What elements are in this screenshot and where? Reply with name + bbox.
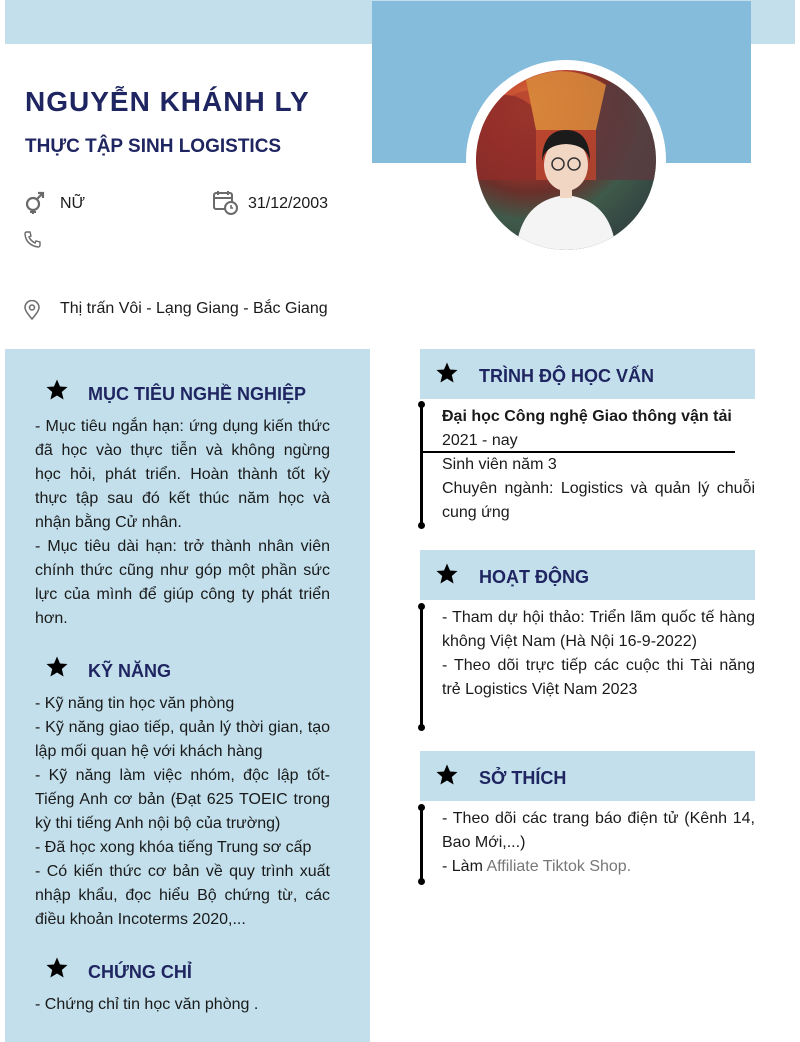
star-icon (435, 361, 459, 385)
list-item: - Kỹ năng giao tiếp, quản lý thời gian, tạo lập mối quan hệ với khách hàng (35, 719, 330, 760)
education-content (442, 405, 755, 525)
section-header-certificates (45, 956, 335, 986)
list-item: - Chứng chỉ tin học văn phòng . (35, 996, 259, 1013)
calendar-icon (212, 189, 238, 215)
timeline-line (420, 403, 423, 525)
star-icon (435, 763, 459, 787)
info-row-phone (24, 230, 334, 254)
list-item: - Tham dự hội thảo: Triển lãm quốc tế hàng không Việt Nam (Hà Nội 16-9-2022) (442, 609, 755, 650)
career-short-term: - Mục tiêu ngắn hạn: ứng dụng kiến thức đã học vào thực tiễn và không ngừng học hỏi, phát triển. Hoàn thành tốt kỳ thực tập sau đó kết thúc năm học và nhận bằng Cử nhân. (35, 418, 330, 531)
job-title: THỰC TẬP SINH LOGISTICS (25, 136, 282, 157)
avatar-illustration (476, 70, 656, 250)
star-icon (45, 956, 69, 980)
list-item: - Theo dõi các trang báo điện tử (Kênh 14, Bao Mới,...) (442, 810, 755, 851)
star-icon (45, 378, 69, 402)
timeline-dot (418, 804, 425, 811)
timeline-dot (418, 724, 425, 731)
skills-list (35, 692, 330, 932)
section-header-skills (45, 655, 335, 685)
school-name: Đại học Công nghệ Giao thông vận tải (442, 408, 732, 425)
star-icon (45, 655, 69, 679)
location-pin-icon (24, 300, 40, 320)
section-header-career (45, 378, 335, 408)
section-title: MỤC TIÊU NGHỀ NGHIỆP (88, 384, 307, 404)
certificates-list (35, 993, 330, 1017)
phone-icon (24, 230, 42, 248)
list-item: - Kỹ năng tin học văn phòng (35, 695, 235, 712)
career-content (35, 415, 330, 631)
timeline-dot (418, 522, 425, 529)
timeline-line (420, 605, 423, 727)
hobby-highlight: Affiliate Tiktok Shop. (486, 858, 632, 875)
list-item (442, 855, 755, 879)
avatar (476, 70, 656, 250)
address-value: Thị trấn Vôi - Lạng Giang - Bắc Giang (60, 300, 328, 317)
study-period: 2021 - nay (442, 432, 518, 449)
section-title: KỸ NĂNG (88, 661, 172, 681)
list-item: - Kỹ năng làm việc nhóm, độc lập tốt- Tiếng Anh cơ bản (Đạt 625 TOEIC trong kỳ thi tiếng Anh nội bộ của trường) (35, 767, 330, 832)
section-title: SỞ THÍCH (479, 768, 567, 788)
career-long-term: - Mục tiêu dài hạn: trở thành nhân viên chính thức cũng như góp một phần sức lực của mình để giúp công ty phát triển hơn. (35, 538, 330, 627)
hobby-prefix: - Làm (442, 858, 487, 875)
section-title: HOẠT ĐỘNG (479, 567, 589, 587)
major: Chuyên ngành: Logistics và quản lý chuỗi cung ứng (442, 480, 755, 521)
timeline-dot (418, 603, 425, 610)
star-icon (435, 562, 459, 586)
list-item: - Theo dõi trực tiếp các cuộc thi Tài năng trẻ Logistics Việt Nam 2023 (442, 657, 755, 698)
page-title: NGUYỄN KHÁNH LY (25, 86, 310, 117)
section-header-hobbies (420, 751, 755, 801)
gender-value: NỮ (60, 195, 86, 212)
list-item: - Đã học xong khóa tiếng Trung sơ cấp (35, 839, 312, 856)
info-row-gender-dob (24, 190, 334, 216)
dob-value: 31/12/2003 (248, 195, 329, 212)
list-item: - Có kiến thức cơ bản về quy trình xuất nhập khẩu, đọc hiểu Bộ chứng từ, các điều khoản Incoterms 2020,... (35, 863, 330, 928)
section-header-education (420, 349, 755, 399)
section-header-activities (420, 550, 755, 600)
info-row-email (24, 266, 334, 280)
timeline-line (420, 806, 423, 881)
timeline-dot (418, 878, 425, 885)
study-year: Sinh viên năm 3 (442, 456, 557, 473)
activities-list (442, 606, 755, 702)
gender-icon (24, 190, 46, 214)
info-row-address (24, 298, 334, 322)
section-title: TRÌNH ĐỘ HỌC VẤN (479, 366, 654, 386)
section-title: CHỨNG CHỈ (88, 962, 192, 982)
timeline-dot (418, 401, 425, 408)
hobbies-list (442, 807, 755, 879)
